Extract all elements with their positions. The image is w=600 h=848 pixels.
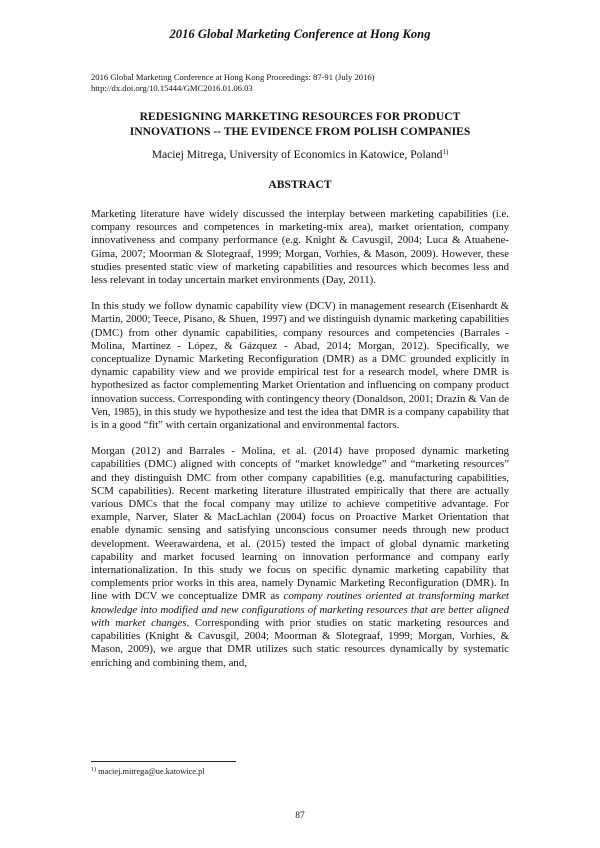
abstract-heading: ABSTRACT (268, 178, 332, 191)
author-text: Maciej Mitrega, University of Economics in Katowice, Poland (151, 148, 443, 161)
footnote-rule (91, 761, 236, 762)
paragraph-3 (91, 445, 509, 669)
paragraph-3-part-b: . Corresponding with prior studies on static marketing resources and capabilities (Knight & Cavusgil, 2004; Moorman & Slotegraaf, 1999; Morgan, Vorhies, & Mason, 2009), we argue that DMR utilizes such static resources dynamically by systematic enriching and combining them, and, (91, 616, 509, 669)
dmr-definition: company routines oriented at transforming market knowledge into modified and new configurations of marketing resources that are better aligned with market changes (91, 590, 509, 629)
paragraph-3-part-a: Morgan (2012) and Barrales - Molina, et al. (2014) have proposed dynamic marketing capabilities (DMC) aligned with concepts of “market knowledge” and “marketing resources” and they distinguish DMC from other company capabilities (e.g. manufacturing capabilities, SCM capabilities). Recent marketing literature illustrated empirically that there are actually various DMCs that the focal company may utilize to achieve competitive advantage. For example, Narver, Slater & MacLachlan (2004) focus on Proactive Market Orientation that enable dynamic sensing and satisfying unconscious consumer needs through new product development. Weerawardena, et al. (2015) tested the impact of global dynamic marketing capability and market focused learning on innovation performance and company early internationalization. In this study we focus on specific dynamic marketing capability that complements prior works in this area, namely Dynamic Marketing Reconfiguration (DMR). In line with DCV we conceptualize DMR as (91, 445, 509, 603)
paper-title (70, 109, 530, 139)
author-footnote-marker: 1) (442, 148, 449, 156)
paragraph-2: In this study we follow dynamic capability view (DCV) in management research (Eisenhardt & Martin, 2000; Teece, Pisano, & Shuen, 1997) and we distinguish dynamic marketing capabilities (DMC) from other dynamic capabilities, company resources and competencies (Barrales - Molina, Martínez - López, & Gázquez - Abad, 2014; Morgan, 2012). Specifically, we conceptualize Dynamic Marketing Reconfiguration (DMR) as a DMC grounded explicitly in dynamic capability view and we provide empirical test for a research model, where DMR is hypothesized as factor complementing Market Orientation and influencing on company product innovation success. Corresponding with contingency theory (Donaldson, 2001; Drazin & Van de Ven, 1985), in this study we hypothesize and test the idea that DMR is a company capability that is in a good “fit” with certain organizational and environmental factors. (91, 300, 509, 432)
publication-meta (91, 72, 511, 94)
paragraph-1: Marketing literature have widely discussed the interplay between marketing capabilities (i.e. company resources and competences in marketing-mix area), market orientation, company innovativeness and company performance (e.g. Knight & Cavusgil, 2004; Luca & Atuahene-Gima, 2007; Moorman & Slotegraaf, 1999; Morgan, Vorhies, & Mason, 2009). However, these studies presented static view of marketing capabilities and resources which becomes less and less relevant in today uncertain market environments (Day, 2011). (91, 208, 509, 287)
page-number: 87 (295, 811, 305, 821)
author-line (70, 148, 530, 161)
running-header: 2016 Global Marketing Conference at Hong Kong (169, 27, 431, 41)
abstract-body (91, 208, 509, 670)
doi-line: http://dx.doi.org/10.15444/GMC2016.01.06.03 (91, 83, 253, 93)
title-line-1: REDESIGNING MARKETING RESOURCES FOR PRODUCT (139, 110, 461, 123)
footnote-marker: 1) (91, 767, 96, 773)
proceedings-line: 2016 Global Marketing Conference at Hong Kong Proceedings: 87-91 (July 2016) (91, 72, 375, 82)
title-line-2: INNOVATIONS -- THE EVIDENCE FROM POLISH COMPANIES (129, 125, 471, 138)
footnote-email: maciej.mitrega@ue.katowice.pl (96, 767, 205, 776)
footnote (91, 767, 205, 776)
